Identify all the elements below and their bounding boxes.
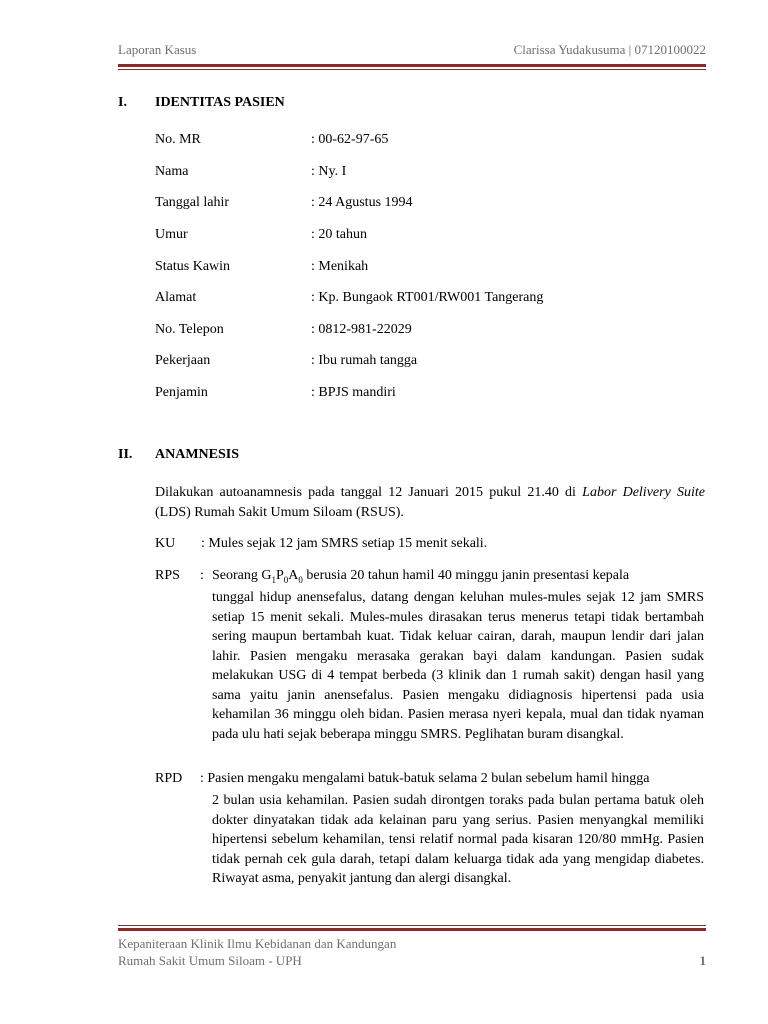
anamnesis-intro	[155, 483, 705, 522]
section-number: II.	[118, 447, 133, 462]
header-rule	[118, 64, 706, 67]
identity-value: : 24 Agustus 1994	[311, 195, 413, 210]
rpd-label: RPD	[155, 771, 183, 786]
section-title: ANAMNESIS	[155, 447, 240, 462]
rpd-first-line: : Pasien mengaku mengalami batuk-batuk selama 2 bulan sebelum hamil hingga	[200, 771, 650, 786]
header-right: Clarissa Yudakusuma | 07120100022	[513, 42, 706, 57]
identity-label: Tanggal lahir	[155, 195, 230, 210]
rps-first-line	[212, 568, 704, 585]
identity-value: : BPJS mandiri	[311, 385, 396, 400]
identity-value: : Ny. I	[311, 164, 347, 179]
rps-text: berusia 20 tahun hamil 40 minggu janin presentasi kepala	[302, 568, 630, 583]
identity-value: : Kp. Bungaok RT001/RW001 Tangerang	[311, 290, 544, 305]
intro-italic: Labor Delivery Suite	[582, 485, 705, 500]
ku-label: KU	[155, 536, 176, 551]
footer-rule	[118, 928, 706, 931]
rps-label: RPS	[155, 568, 180, 583]
rps-text: Seorang G	[212, 568, 272, 583]
rps-colon: :	[200, 568, 204, 583]
identity-label: Penjamin	[155, 385, 208, 400]
identity-label: Pekerjaan	[155, 353, 211, 368]
rps-sub: 0	[298, 574, 303, 585]
identity-value: : 0812-981-22029	[311, 322, 412, 337]
section-title: IDENTITAS PASIEN	[155, 95, 285, 110]
footer-rule-thin	[118, 925, 706, 926]
identity-label: Alamat	[155, 290, 197, 305]
identity-value: : Ibu rumah tangga	[311, 353, 418, 368]
rpd-text-body: 2 bulan usia kehamilan. Pasien sudah dirontgen toraks pada bulan pertama batuk oleh dokter dinyatakan tidak ada kelainan paru yang serius. Pasien menyangkal memiliki hipertensi sebelum kehamilan, tensi relatif normal pada kisaran 120/80 mmHg. Pasien tidak pernah cek gula darah, tetapi dalam keluarga tidak ada yang mengidap diabetes. Riwayat asma, penyakit jantung dan alergi disangkal.	[212, 793, 704, 886]
ku-text: : Mules sejak 12 jam SMRS setiap 15 menit sekali.	[201, 536, 488, 551]
rps-text-body: tunggal hidup anensefalus, datang dengan keluhan mules-mules sejak 12 jam SMRS setiap 15 menit sekali. Mules-mules dirasakan terus menerus tetapi tidak bertambah sering maupun bertambah kuat. Tidak keluar cairan, darah, maupun lendir dari jalan lahir. Pasien mengaku merasaka gerakan bayi dalam kandungan. Pasien sudak melakukan USG di 4 tempat berbeda (3 klinik dan 1 rumah sakit) dengan hasil yang sama yaitu janin anensefalus. Pasien mengaku didiagnosis hipertensi pada usia kehamilan 36 minggu oleh bidan. Pasien merasa nyeri kepala, mual dan tidak nyaman pada ulu hati sejak beberapa minggu SMRS. Peglihatan buram disangkal.	[212, 590, 704, 742]
identity-value: : 20 tahun	[311, 227, 367, 242]
header-rule-thin	[118, 69, 706, 70]
page-number: 1	[699, 953, 706, 968]
rps-sub: 0	[283, 574, 289, 585]
section-number: I.	[118, 95, 127, 110]
identity-value: : 00-62-97-65	[311, 132, 389, 147]
intro-text: Dilakukan autoanamnesis pada tanggal 12 Januari 2015 pukul 21.40 di	[155, 485, 583, 500]
footer-line1: Kepaniteraan Klinik Ilmu Kebidanan dan Kandungan	[118, 936, 397, 951]
rps-text: A	[288, 568, 299, 583]
identity-label: No. MR	[155, 132, 201, 147]
identity-label: No. Telepon	[155, 322, 224, 337]
rps-text: P	[276, 568, 284, 583]
rps-sub: 1	[271, 574, 276, 585]
footer-line2: Rumah Sakit Umum Siloam - UPH	[118, 953, 302, 968]
identity-label: Status Kawin	[155, 259, 231, 274]
intro-text-end: (LDS) Rumah Sakit Umum Siloam (RSUS).	[155, 504, 404, 520]
identity-value: : Menikah	[311, 259, 369, 274]
identity-label: Nama	[155, 164, 189, 179]
header-left: Laporan Kasus	[118, 42, 197, 57]
identity-label: Umur	[155, 227, 188, 242]
